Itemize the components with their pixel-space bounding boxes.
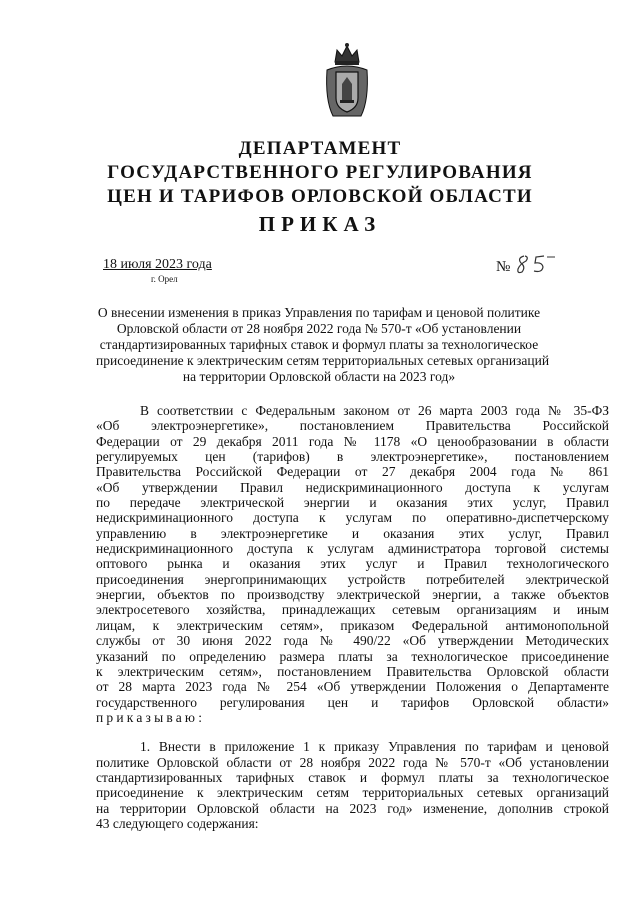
body-line: оптового рынка и оказания этих услуг и Правил технологического xyxy=(96,556,609,572)
body-line: от 28 марта 2023 года № 254 «Об утверждении Положения о Департаменте xyxy=(96,679,609,695)
body-line: энергии, объектов по производству электрической энергии, а также объектов xyxy=(96,587,609,603)
item1-line: на территории Орловской области на 2023 год» изменение, дополнив строкой xyxy=(96,800,609,816)
body-line: присоединения энергопринимающих устройств потребителей электрической xyxy=(96,571,609,587)
document-type-title: ПРИКАЗ xyxy=(258,212,382,236)
body-line: недискриминационного доступа к услугам по оперативно-диспетчерскому xyxy=(96,510,609,526)
body-line: В соответствии с Федеральным законом от 26 марта 2003 года № 35-ФЗ xyxy=(140,403,609,418)
body-line: управлению в электроэнергетике и оказания этих услуг, Правил xyxy=(96,525,609,541)
body-line-prikazyvayu: приказываю: xyxy=(96,709,206,725)
body-line: Федерации от 29 декабря 2011 года № 1178 «О ценообразовании в области xyxy=(96,433,609,449)
coat-of-arms-emblem xyxy=(323,40,371,120)
item1-line: 1. Внести в приложение 1 к приказу Управления по тарифам и ценовой xyxy=(140,739,609,755)
body-line: электросетевого хозяйства, принадлежащих сетевым организациям и иным xyxy=(96,602,609,618)
body-line: к электрическим сетям», постановлением Правительства Орловской области xyxy=(96,663,609,679)
order-date: 18 июля 2023 года xyxy=(103,257,212,272)
department-name-line-2: ГОСУДАРСТВЕННОГО РЕГУЛИРОВАНИЯ xyxy=(107,162,533,183)
subject-line: О внесении изменения в приказ Управления по тарифам и ценовой политике xyxy=(97,305,541,320)
order-subject xyxy=(96,305,550,385)
subject-line: присоединение к электрическим сетям территориальных сетевых организаций xyxy=(96,353,550,369)
subject-line: Орловской области от 28 ноября 2022 года № 570-т «Об установлении xyxy=(116,321,522,337)
department-name-line-3: ЦЕН И ТАРИФОВ ОРЛОВСКОЙ ОБЛАСТИ xyxy=(107,186,533,207)
body-line: «Об электроэнергетике», постановлением Правительства Российской xyxy=(96,418,609,434)
body-line: службы от 30 июня 2022 года № 490/22 «Об утверждении Методических xyxy=(96,633,609,649)
subject-line: на территории Орловской области на 2023 год» xyxy=(182,369,456,385)
body-line: регулируемых цен (тарифов) в электроэнергетике», постановлением xyxy=(96,449,609,465)
order-number xyxy=(496,253,558,276)
item1-line: присоединение к электрическим сетям территориальных сетевых организаций xyxy=(96,785,609,801)
item1-line: стандартизированных тарифных ставок и формул платы за технологическое xyxy=(96,769,609,785)
subject-line: стандартизированных тарифных ставок и формул платы за технологическое xyxy=(99,337,539,353)
body-line: «Об утверждении Правил недискриминационного доступа к услугам xyxy=(96,479,609,495)
number-sign: № xyxy=(496,259,511,275)
body-line: лицам, к электрическим сетям», приказом Федеральной антимонопольной xyxy=(96,617,609,633)
department-name-line-1: ДЕПАРТАМЕНТ xyxy=(238,138,402,159)
body-line: по передаче электрической энергии и оказания этих услуг, Правил xyxy=(96,495,609,511)
body-line: указаний по определению размера платы за технологическое присоединение xyxy=(96,648,609,664)
order-body xyxy=(96,403,609,831)
item1-line: политике Орловской области от 28 ноября 2022 года № 570-т «Об установлении xyxy=(96,754,609,770)
body-line: недискриминационного доступа к услугам администратора торговой системы xyxy=(96,541,609,557)
body-line: государственного регулирования цен и тарифов Орловской области» xyxy=(96,694,609,710)
body-line: Правительства Российской Федерации от 27 декабря 2004 года № 861 xyxy=(96,464,609,480)
handwritten-number-signature xyxy=(514,253,558,275)
order-city: г. Орел xyxy=(151,274,178,284)
item1-line: 43 следующего содержания: xyxy=(96,815,259,831)
